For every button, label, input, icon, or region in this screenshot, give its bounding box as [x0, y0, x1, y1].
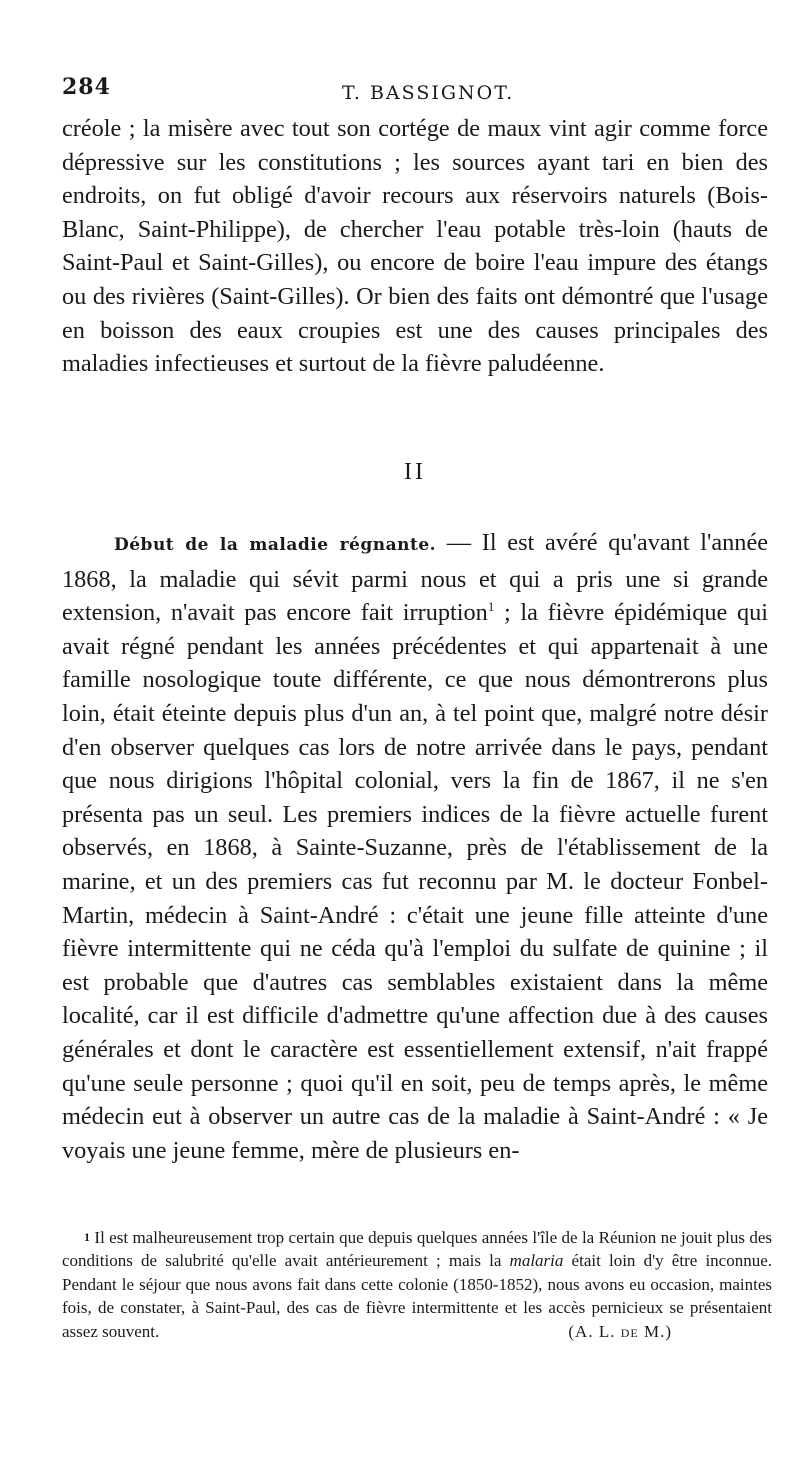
section-text-part2: ; la fièvre épidémique qui avait régné pendant les années précédentes et qui appartenait à une famille nosologique toute différente, ce que nous démontrerons plus loin, était éteinte depuis plus d'un an, à tel point que, malgré notre désir d'en observer quelques cas lors de notre arrivée dans le pays, pendant que nous dirigions l'hôpital colonial, vers la fin de 1867, il ne s'en présenta pas un seul. Les premiers indices de la fièvre actuelle furent observés, en 1868, à Sainte-Suzanne, près de l'établissement de la marine, et un des premiers cas fut reconnu par M. le docteur Fonbel-Martin, médecin à Saint-André : c'était une jeune fille atteinte d'une fièvre intermittente qui ne céda qu'à l'emploi du sulfate de quinine ; il est probable que d'autres cas semblables existaient dans la même localité, car il est difficile d'admettre qu'une affection due à des causes générales et dont le caractère est essentiellement extensif, n'ait frappé qu'une seule personne ; quoi qu'il en soit, peu de temps après, le même médecin eut à observer un autre cas de la maladie à Saint-André : « Je voyais une jeune femme, mère de plusieurs en- — [62, 599, 769, 1164]
page-number: 284 — [62, 74, 111, 100]
opening-paragraph-block — [62, 112, 768, 381]
section-body — [62, 526, 768, 1167]
signature-main: (A. L. — [568, 1321, 621, 1341]
page-header — [62, 74, 772, 114]
footnote-mark: 1 — [84, 1230, 90, 1244]
running-head: T. BASSIGNOT. — [342, 82, 515, 104]
footnote — [62, 1226, 772, 1345]
signature-end: M.) — [638, 1321, 672, 1341]
footnote-text-after: était loin d'y être inconnue. Pendant le séjour que nous avons fait dans cette colonie (1850-1852), nous avons eu occasion, maintes fois, de constater, à Saint-Paul, des cas de fièvre intermittente et les accès pernicieux se présentaient assez souvent. — [62, 1251, 773, 1341]
footnote-text-before: Il est malheureusement trop certain que depuis quelques années l'île de la Réunion ne jouit plus des conditions de salubrité qu'elle avait antérieurement ; mais la — [62, 1228, 773, 1271]
footnote-reference: 1 — [487, 599, 495, 615]
section-number: II — [404, 459, 426, 485]
footnote-text — [62, 1226, 772, 1343]
section-text-part1: — Il est avéré qu'avant l'année 1868, la maladie qui sévit parmi nous et qui a pris une si grande extension, n'avait pas encore fait irruption — [62, 529, 769, 627]
section-paragraph — [62, 526, 768, 1167]
signature-small: DE — [620, 1325, 639, 1340]
section-heading: Début de la maladie régnante. — [114, 535, 437, 555]
footnote-signature — [546, 1320, 672, 1345]
footnote-italic: malaria — [509, 1251, 564, 1271]
opening-paragraph: créole ; la misère avec tout son cortége de maux vint agir comme force dépressive sur les constitutions ; les sources ayant tari en bien des endroits, on fut obligé d'avoir recours aux réservoirs naturels (Bois-Blanc, Saint-Philippe), de chercher l'eau potable très-loin (hauts de Saint-Paul et Saint-Gilles), ou encore de boire l'eau impure des étangs ou des rivières (Saint-Gilles). Or bien des faits ont démontré que l'usage en boisson des eaux croupies est une des causes principales des maladies infectieuses et surtout de la fièvre paludéenne. — [62, 115, 768, 378]
